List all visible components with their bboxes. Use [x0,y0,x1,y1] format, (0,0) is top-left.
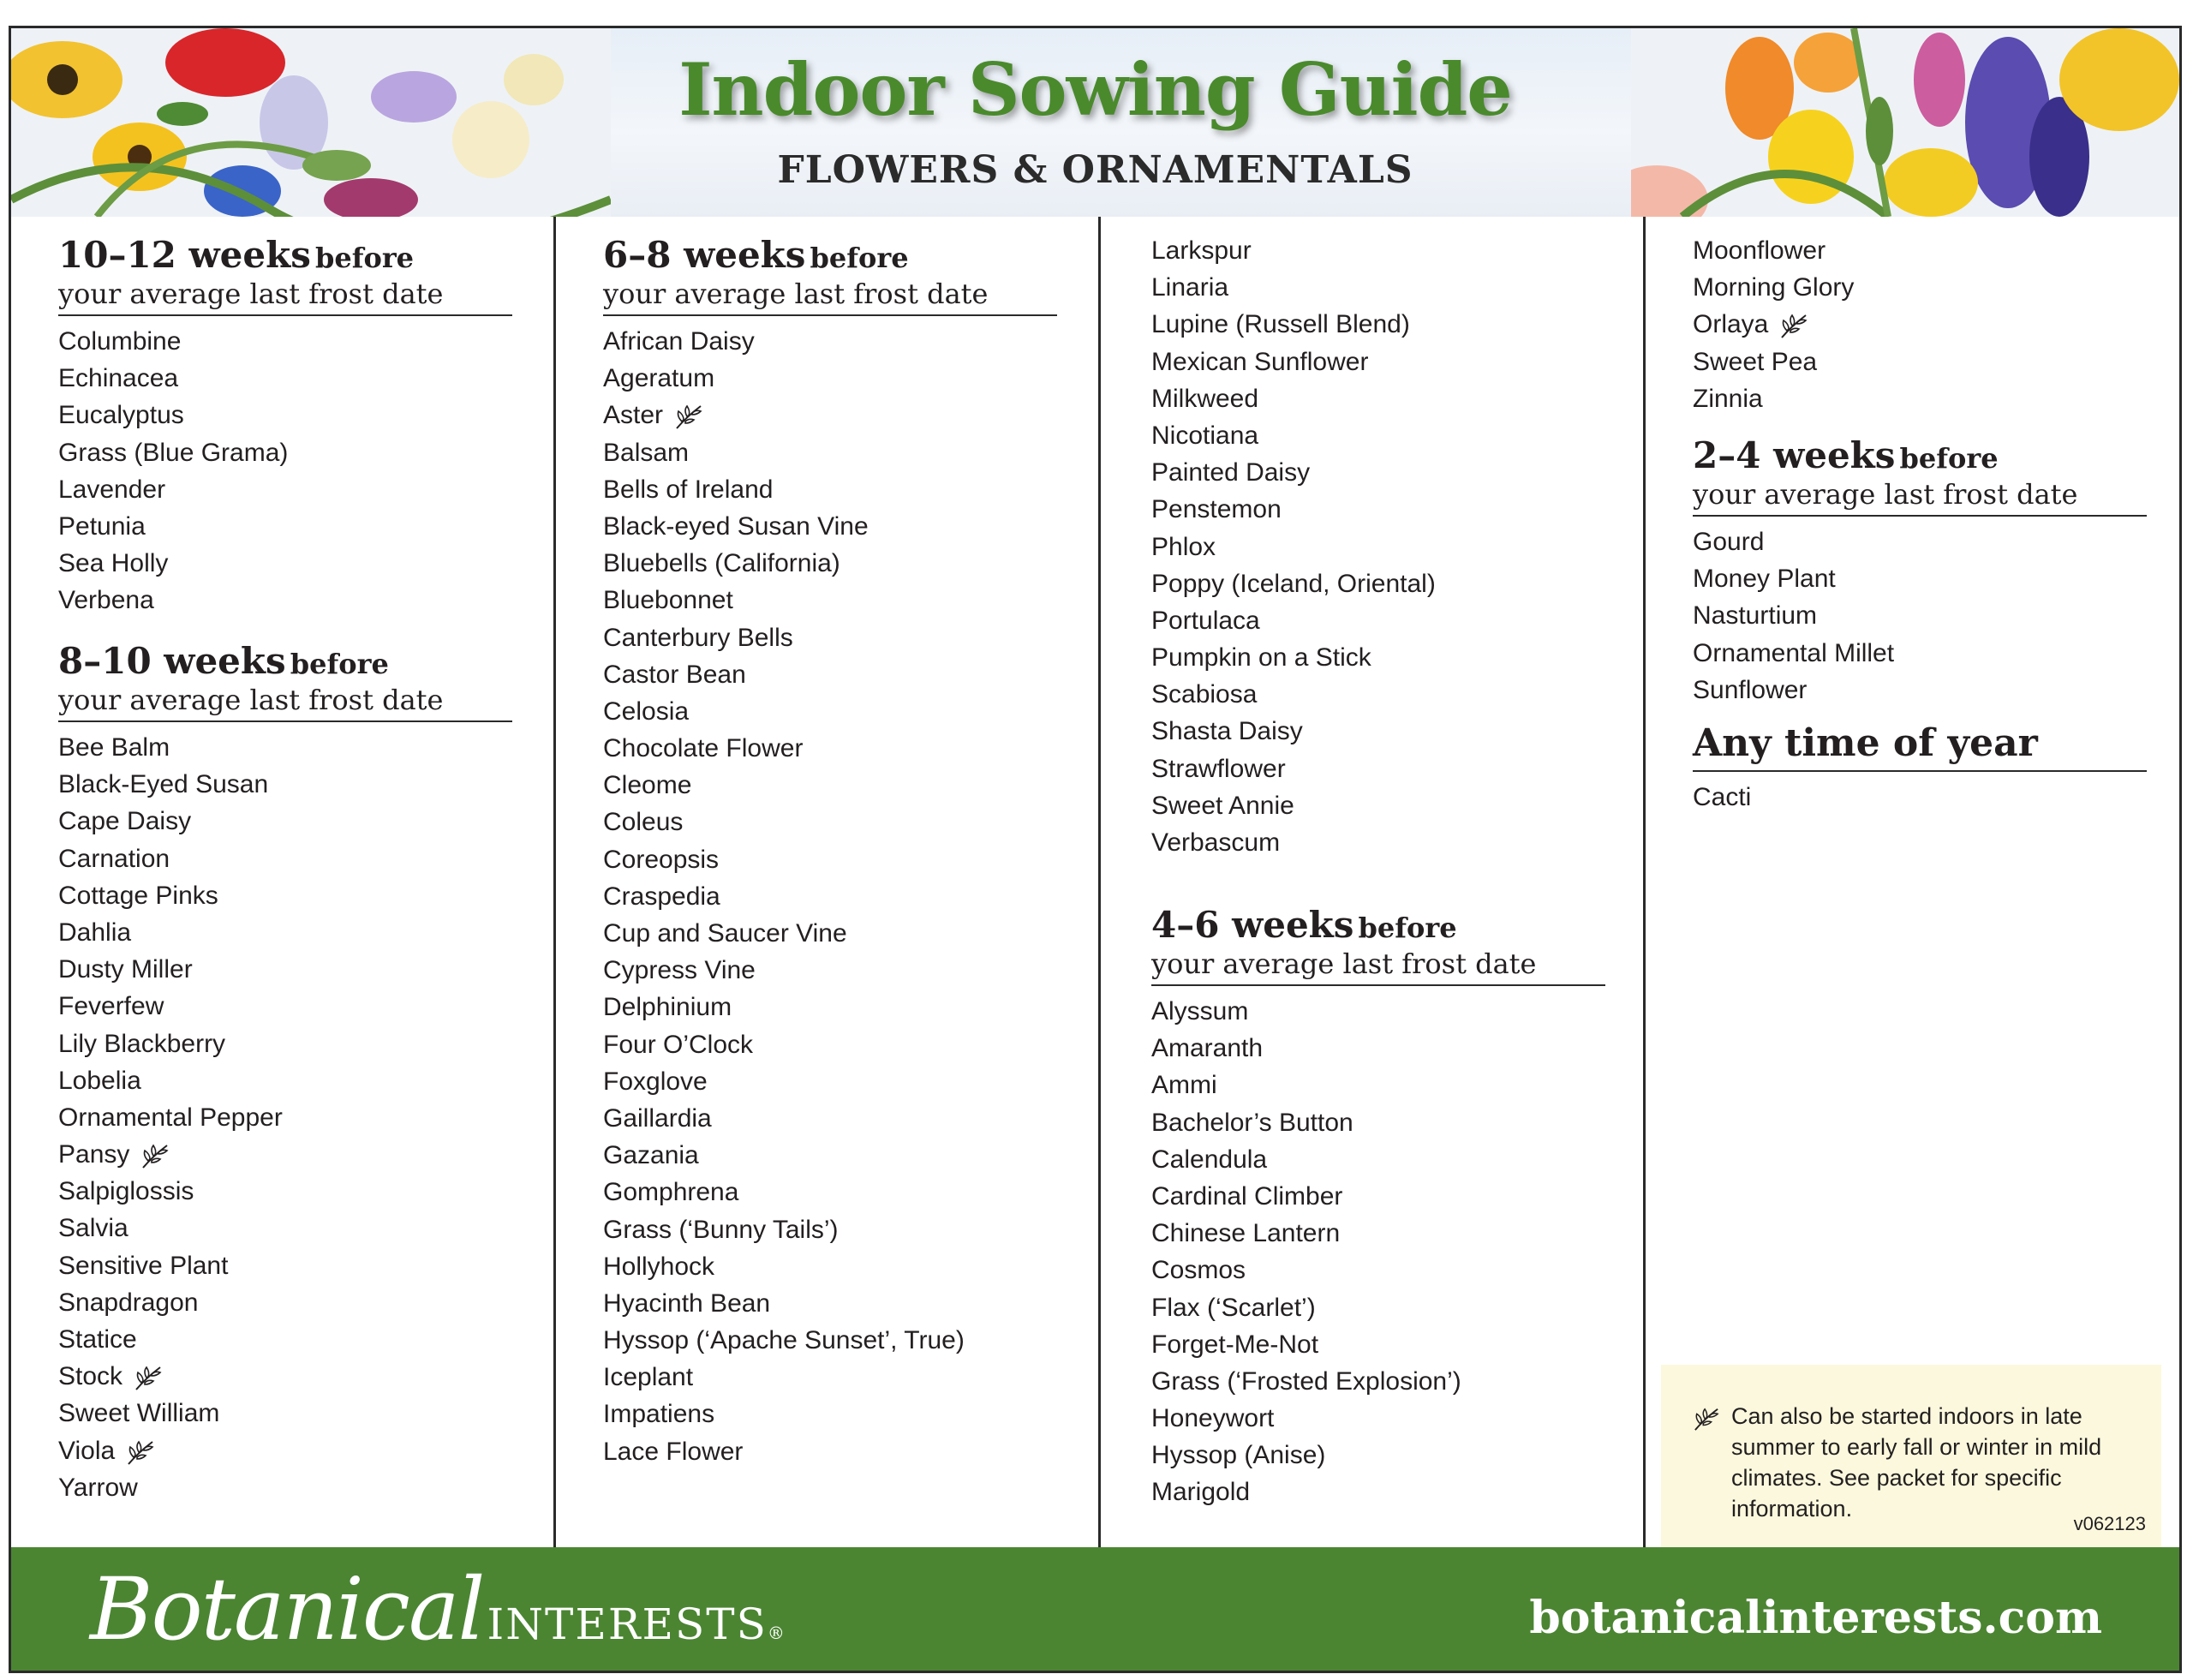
plant-item [58,1173,512,1210]
plant-name: Bluebells (California) [603,549,840,578]
plant-item [603,767,1057,804]
plant-name: Phlox [1151,532,1216,561]
plant-item [58,729,512,766]
plant-name: Salvia [58,1214,128,1243]
plant-list [58,729,512,1506]
plant-item [1151,713,1436,750]
plant-name: Ornamental Millet [1693,638,1895,667]
plant-item [58,1210,512,1247]
brand-logo [90,1559,785,1659]
plant-name: Chocolate Flower [603,734,804,763]
plant-item [58,1358,512,1395]
column-3 [1101,217,1643,1552]
section-any-time [1693,720,2147,816]
section-heading [1151,904,1605,986]
plant-item [1693,523,2147,560]
plant-item [1151,565,1436,602]
plant-name: Hyssop (Anise) [1151,1441,1326,1470]
plant-name: Calendula [1151,1145,1268,1174]
plant-item [1151,344,1436,380]
plant-name: Black-Eyed Susan [58,770,269,799]
plant-name: Morning Glory [1693,273,1855,302]
version-label: v062123 [2073,1513,2146,1534]
plant-name: Gomphrena [603,1178,739,1207]
plant-name: Canterbury Bells [603,623,793,652]
plant-name: Gourd [1693,528,1765,556]
plant-item [1151,1326,1605,1363]
plant-item [58,1025,512,1062]
plant-item [1693,779,2147,816]
plant-name: Feverfew [58,992,164,1021]
plant-name: Grass (‘Frosted Explosion’) [1151,1366,1461,1396]
plant-item [603,323,1057,360]
plant-item [1151,1104,1605,1141]
plant-item [1151,1252,1605,1288]
section-2-4-weeks [1693,434,2147,708]
plant-item [603,1100,1057,1137]
plant-item [603,915,1057,952]
plant-item [603,952,1057,989]
frost-label: your average last frost date [58,684,444,716]
leaf-icon [140,1142,170,1169]
leaf-icon [133,1364,164,1391]
page-title: Indoor Sowing Guide [678,47,1512,132]
plant-name: Ornamental Pepper [58,1103,283,1132]
plant-name: Cleome [603,771,692,800]
plant-name: Sweet Pea [1693,347,1818,376]
plant-item [1151,824,1436,861]
column-2 [556,217,1098,1552]
plant-item [58,397,512,433]
plant-item [1151,1474,1605,1510]
plant-item [58,508,512,545]
plant-name: Lavender [58,475,166,504]
plant-item [603,1137,1057,1174]
plant-name: Ageratum [603,364,715,393]
footer-bar [11,1547,2179,1671]
plant-name: Statice [58,1325,137,1354]
plant-name: Viola [58,1436,116,1465]
plant-name: Iceplant [603,1363,694,1392]
plant-name: Ammi [1151,1071,1217,1100]
column-1 [11,217,553,1552]
plant-item [603,1211,1057,1248]
plant-name: Craspedia [603,882,720,911]
plant-item [603,656,1057,693]
plant-list [1151,993,1605,1511]
plant-list [1693,523,2147,708]
plant-item [603,471,1057,508]
plant-item [1693,672,2147,708]
plant-item [603,1359,1057,1396]
plant-name: Moonflower [1693,236,1826,265]
plant-item [1151,750,1436,787]
plant-item [58,766,512,803]
plant-item [1151,1067,1605,1103]
plant-item [1151,232,1436,269]
plant-item [603,1248,1057,1285]
plant-name: Petunia [58,511,146,541]
weeks-label: 8–10 weeks [58,640,286,682]
section-heading [1693,434,2147,517]
plant-name: Celosia [603,697,690,726]
plant-item [58,1062,512,1099]
plant-name: Dusty Miller [58,955,193,984]
plant-item [1151,380,1436,417]
plant-name: Penstemon [1151,495,1282,524]
plant-item [603,989,1057,1025]
weeks-label: 10–12 weeks [58,234,311,276]
plant-item [1151,1363,1605,1400]
plant-name: Sweet William [58,1399,220,1428]
before-label: before [1358,912,1457,944]
plant-item [1151,1141,1605,1178]
section-6-8-weeks-continued [1151,232,1436,861]
section-8-10-weeks [58,640,512,1506]
frost-label: your average last frost date [58,278,444,310]
plant-item [58,1321,512,1358]
plant-item [603,1322,1057,1359]
plant-name: Cottage Pinks [58,881,218,910]
plant-item [1693,306,1854,343]
plant-name: Carnation [58,844,170,873]
plant-name: Cosmos [1151,1256,1246,1285]
plant-item [58,471,512,508]
plant-name: African Daisy [603,327,755,356]
plant-item [603,1174,1057,1211]
plant-name: Pansy [58,1140,130,1169]
plant-name: Stock [58,1362,123,1391]
plant-name: Bluebonnet [603,586,733,615]
weeks-label: 6–8 weeks [603,234,806,276]
plant-item [1693,232,1854,269]
plant-item [58,1099,512,1136]
plant-item [603,397,1057,433]
plant-item [603,878,1057,915]
plant-item [603,1285,1057,1322]
plant-name: Zinnia [1693,384,1763,413]
plant-item [1693,344,1854,380]
plant-name: Poppy (Iceland, Oriental) [1151,569,1436,598]
before-label: before [1899,442,1999,475]
plant-item [1151,993,1605,1030]
plant-list [1693,779,2147,816]
plant-item [603,360,1057,397]
plant-name: Echinacea [58,364,179,393]
plant-item [58,323,512,360]
section-heading [1693,720,2147,772]
plant-item [1151,306,1436,343]
header-banner [11,28,2179,217]
plant-name: Aster [603,401,664,430]
plant-name: Larkspur [1151,236,1252,265]
leaf-icon [1692,1406,1721,1432]
before-label: before [314,242,415,274]
plant-name: Bee Balm [58,733,170,762]
section-6-8-weeks [603,234,1057,1470]
plant-name: Scabiosa [1151,680,1258,709]
brand-caps: INTERESTS [487,1599,768,1649]
plant-name: Salpiglossis [58,1177,194,1206]
page-subtitle: FLOWERS & ORNAMENTALS [777,148,1413,192]
plant-name: Cacti [1693,783,1752,811]
plant-name: Snapdragon [58,1288,199,1317]
any-time-label: Any time of year [1693,721,2038,765]
plant-item [603,619,1057,656]
plant-item [1151,454,1436,491]
plant-item [58,545,512,582]
plant-name: Mexican Sunflower [1151,347,1369,376]
plant-item [58,803,512,840]
plant-item [1151,639,1436,676]
leaf-icon [673,403,704,430]
plant-name: Delphinium [603,993,732,1022]
plant-name: Hollyhock [603,1252,715,1281]
plant-name: Lily Blackberry [58,1029,226,1058]
plant-name: Portulaca [1151,606,1260,635]
plant-item [58,877,512,914]
plant-name: Cape Daisy [58,807,192,836]
plant-name: Linaria [1151,273,1229,302]
plant-name: Foxglove [603,1067,708,1096]
plant-name: Coreopsis [603,845,720,874]
plant-name: Castor Bean [603,660,746,689]
section-heading [603,234,1057,316]
plant-item [1151,676,1436,713]
plant-name: Cypress Vine [603,956,756,985]
plant-list [58,323,512,619]
plant-name: Yarrow [58,1473,138,1502]
plant-item [58,1136,512,1173]
plant-name: Sunflower [1693,675,1808,704]
plant-name: Columbine [58,327,182,356]
frost-label: your average last frost date [1151,948,1537,980]
plant-item [603,730,1057,767]
plant-list [1151,232,1436,861]
plant-name: Four O’Clock [603,1030,754,1059]
plant-item [603,434,1057,471]
plant-item [1151,529,1436,565]
plant-item [1151,1437,1605,1474]
plant-name: Gaillardia [603,1103,712,1133]
column-4 [1646,217,2182,1552]
plant-name: Sweet Annie [1151,791,1294,820]
plant-item [58,1247,512,1284]
frost-label: your average last frost date [603,278,989,310]
before-label: before [290,648,389,680]
plant-item [1151,602,1436,639]
leaf-icon [125,1438,156,1466]
plant-name: Alyssum [1151,997,1249,1025]
plant-name: Strawflower [1151,754,1286,783]
plant-item [58,1284,512,1321]
plant-name: Grass (Blue Grama) [58,438,289,467]
plant-item [58,1432,512,1469]
plant-name: Verbena [58,586,154,615]
plant-name: Money Plant [1693,565,1836,594]
plant-item [58,951,512,988]
plant-name: Nicotiana [1151,421,1259,450]
plant-item [1151,491,1436,528]
plant-item [1151,1178,1605,1215]
plant-name: Lupine (Russell Blend) [1151,310,1410,339]
brand-script: Botanical [90,1559,484,1659]
plant-name: Amaranth [1151,1034,1264,1063]
section-10-12-weeks [58,234,512,619]
plant-name: Forget-Me-Not [1151,1330,1319,1359]
plant-name: Painted Daisy [1151,458,1311,487]
plant-item [1693,560,2147,597]
plant-item [1693,269,1854,306]
plant-item [1151,1400,1605,1437]
plant-name: Coleus [603,808,684,837]
plant-list [1693,232,1854,417]
plant-name: Black-eyed Susan Vine [603,511,869,541]
website-link[interactable]: botanicalinterests.com [1529,1592,2102,1644]
plant-name: Verbascum [1151,828,1281,857]
plant-item [1151,787,1436,824]
plant-name: Bells of Ireland [603,475,774,504]
plant-name: Honeywort [1151,1404,1275,1433]
section-heading [58,234,512,316]
plant-name: Hyacinth Bean [603,1288,771,1318]
plant-item [1151,1215,1605,1252]
plant-name: Marigold [1151,1478,1251,1507]
plant-item [603,545,1057,582]
plant-name: Balsam [603,438,690,467]
plant-name: Hyssop (‘Apache Sunset’, True) [603,1326,965,1355]
plant-item [603,693,1057,730]
plant-item [603,1026,1057,1063]
plant-item [58,1469,512,1506]
section-heading [58,640,512,722]
plant-item [603,804,1057,840]
section-4-6-weeks-continued [1693,232,1854,417]
plant-item [603,841,1057,878]
plant-name: Pumpkin on a Stick [1151,643,1371,673]
plant-name: Nasturtium [1693,601,1818,631]
plant-list [603,323,1057,1470]
footnote-text: Can also be started indoors in late summer to early fall or winter in mild climates. See packet for specific information. [1731,1403,2102,1522]
plant-name: Cup and Saucer Vine [603,919,847,948]
plant-name: Impatiens [603,1400,715,1429]
plant-name: Shasta Daisy [1151,717,1303,746]
plant-name: Cardinal Climber [1151,1181,1343,1211]
plant-name: Lace Flower [603,1437,744,1466]
weeks-label: 4–6 weeks [1151,904,1354,946]
plant-item [1693,380,1854,417]
plant-name: Chinese Lantern [1151,1219,1341,1248]
plant-name: Gazania [603,1141,699,1170]
section-4-6-weeks [1151,904,1605,1511]
plant-item [603,1433,1057,1470]
footnote-box [1661,1365,2161,1552]
frost-label: your average last frost date [1693,478,2078,511]
plant-name: Flax (‘Scarlet’) [1151,1293,1316,1322]
plant-item [58,360,512,397]
plant-item [58,582,512,619]
plant-name: Dahlia [58,918,132,947]
plant-item [1151,1289,1605,1326]
plant-name: Eucalyptus [58,401,184,430]
weeks-label: 2–4 weeks [1693,434,1896,476]
plant-name: Grass (‘Bunny Tails’) [603,1215,839,1244]
plant-item [58,988,512,1025]
plant-name: Milkweed [1151,384,1259,413]
leaf-icon [1778,312,1809,339]
plant-item [58,840,512,877]
plant-item [1151,417,1436,454]
plant-item [1151,269,1436,306]
plant-item [1151,1030,1605,1067]
columns-area [11,217,2179,1552]
plant-name: Bachelor’s Button [1151,1108,1353,1137]
before-label: before [810,242,909,274]
plant-item [603,1063,1057,1100]
plant-item [603,582,1057,619]
plant-item [1693,635,2147,672]
plant-name: Orlaya [1693,310,1769,339]
plant-item [58,1395,512,1432]
sowing-guide-sheet [9,26,2182,1673]
plant-item [58,914,512,951]
plant-name: Lobelia [58,1066,141,1095]
plant-item [1693,597,2147,634]
plant-name: Sensitive Plant [58,1251,229,1280]
plant-name: Sea Holly [58,549,169,578]
plant-item [603,508,1057,545]
plant-item [603,1396,1057,1432]
plant-item [58,434,512,471]
registered-mark: ® [767,1623,785,1643]
